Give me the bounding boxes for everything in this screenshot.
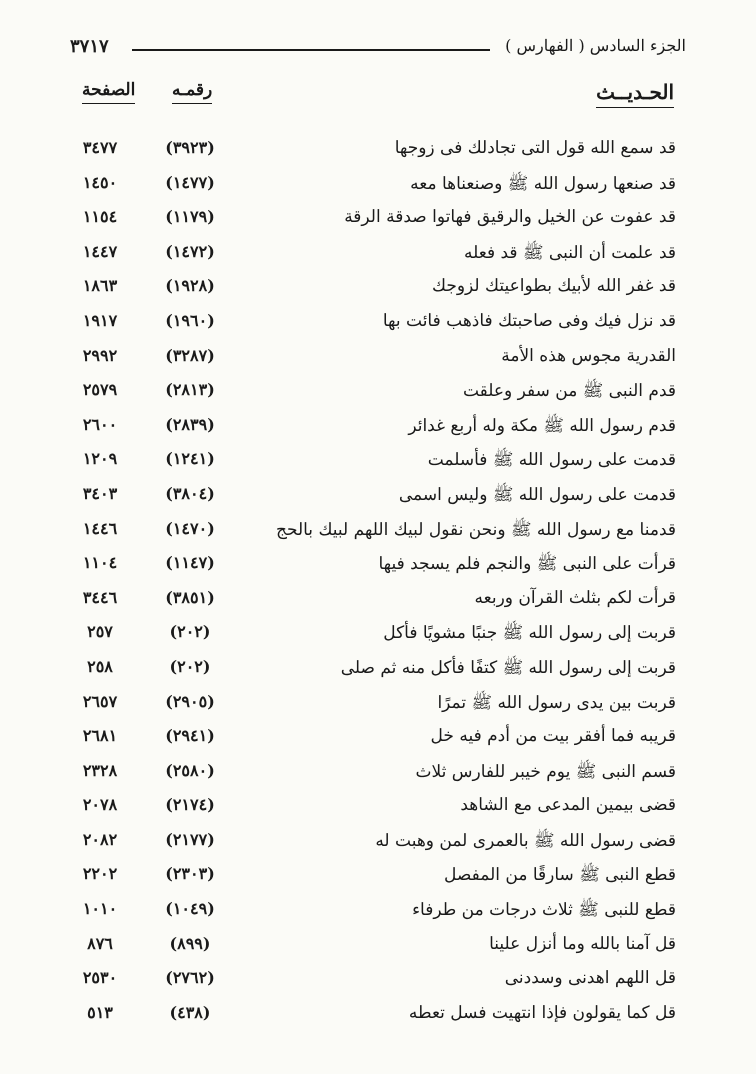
hadith-text: قدم رسول الله ﷺ مكة وله أربع غدائر [408,415,676,436]
page-header [70,36,686,66]
page-reference: ٣٤٠٣ [82,483,118,503]
page-reference: ١١٠٤ [82,553,118,573]
index-entry [70,757,686,792]
header-rule [132,49,490,51]
hadith-number: (٢٩٠٥) [165,691,215,711]
hadith-text: قد علمت أن النبى ﷺ قد فعله [464,242,676,263]
page-reference: ٢٦٠٠ [82,414,118,434]
hadith-number: (٢٥٨٠) [165,760,215,780]
hadith-text: قل كما يقولون فإذا انتهيت فسل تعطه [408,1002,676,1023]
hadith-number: (٨٩٩) [169,933,211,953]
hadith-number: (١٤٧٧) [165,172,215,192]
hadith-text: قل آمنا بالله وما أنزل علينا [489,933,676,954]
column-header-number: رقمـه [172,80,212,104]
index-entry [70,238,686,273]
page-reference: ٢٩٩٢ [82,345,118,365]
page-reference: ٢٦٨١ [82,726,118,746]
page-reference: ١٩١٧ [82,310,118,330]
hadith-number: (٢٧٦٢) [165,968,215,988]
hadith-text: قرأت على النبى ﷺ والنجم فلم يسجد فيها [378,554,676,575]
page-reference: ٢٥٨ [87,656,113,676]
index-entry [70,480,686,515]
index-entry [70,411,686,446]
index-entry [70,791,686,826]
index-entry [70,860,686,895]
page-reference: ٨٧٦ [87,933,113,953]
page-reference: ٢٥٧٩ [82,380,118,400]
index-entry [70,826,686,861]
page-reference: ١٤٤٧ [82,241,118,261]
index-entry [70,618,686,653]
hadith-number: (١٠٤٩) [165,899,215,919]
index-entry [70,169,686,204]
hadith-number: (٣٩٢٣) [165,138,215,157]
hadith-number: (١٤٧٢) [165,241,215,261]
hadith-number: (١٩٦٠) [165,310,215,330]
page-reference: ١٤٥٠ [82,172,118,192]
page-number: ٣٧١٧ [70,36,109,57]
hadith-text: قربت إلى رسول الله ﷺ كتفًا فأكل منه ثم صلى [340,657,676,678]
column-header-page: الصفحة [82,80,135,104]
hadith-number: (١١٤٧) [165,553,215,573]
hadith-text: قدمنا مع رسول الله ﷺ ونحن نقول لبيك اللهم لبيك بالحج [276,519,676,540]
index-entry [70,203,686,238]
index-entry [70,999,686,1034]
index-entry [70,376,686,411]
hadith-text: قدمت على رسول الله ﷺ فأسلمت [427,450,676,471]
index-entry [70,445,686,480]
hadith-number: (٣٨٥١) [165,587,215,607]
hadith-number: (٣٨٠٤) [165,483,215,503]
hadith-text: قضى رسول الله ﷺ بالعمرى لمن وهبت له [375,830,676,851]
index-list [70,134,686,1033]
index-entry [70,584,686,619]
hadith-text: قربت إلى رسول الله ﷺ جنبًا مشويًا فأكل [383,623,676,644]
index-entry [70,549,686,584]
hadith-number: (٢٨١٣) [165,380,215,400]
hadith-number: (٢٠٢) [169,656,211,676]
column-header-hadith: الحـديــث [596,80,674,108]
hadith-number: (٢١٧٤) [165,795,215,815]
index-entry [70,688,686,723]
index-entry [70,515,686,550]
running-title: الجزء السادس ( الفهارس ) [505,36,686,55]
index-entry [70,964,686,999]
hadith-number: (٤٣٨) [169,1002,211,1022]
page-reference: ٢٢٠٢ [82,864,118,884]
page-reference: ١٠١٠ [82,899,118,919]
index-entry [70,930,686,965]
hadith-number: (٣٢٨٧) [165,345,215,365]
page-reference: ١١٥٤ [82,207,118,227]
page-reference: ٢٦٥٧ [82,691,118,711]
page-reference: ٢٠٨٢ [82,829,118,849]
hadith-text: قريبه فما أفقر بيت من أدم فيه خل [430,726,676,747]
page-reference: ٢٥٧ [87,622,113,642]
hadith-text: قد سمع الله قول التى تجادلك فى زوجها [394,138,676,158]
index-entry [70,307,686,342]
hadith-text: قربت بين يدى رسول الله ﷺ تمرًا [437,692,676,713]
hadith-number: (٢١٧٧) [165,829,215,849]
page-reference: ١٤٤٦ [82,518,118,538]
hadith-text: قد عفوت عن الخيل والرقيق فهاتوا صدقة الرقة [344,207,676,228]
hadith-text: قطع النبى ﷺ سارقًا من المفصل [444,865,676,886]
hadith-text: قرأت لكم بثلث القرآن وربعه [474,587,676,608]
hadith-number: (٢٣٠٣) [165,864,215,884]
hadith-text: قدمت على رسول الله ﷺ وليس اسمى [398,484,676,505]
index-entry [70,134,686,169]
page-reference: ٢٥٣٠ [82,968,118,988]
hadith-number: (٢٠٢) [169,622,211,642]
page-reference: ٢٣٢٨ [82,760,118,780]
hadith-number: (١٢٤١) [165,449,215,469]
hadith-text: قل اللهم اهدنى وسددنى [504,968,676,989]
page-reference: ٢٠٧٨ [82,795,118,815]
hadith-text: قد صنعها رسول الله ﷺ وصنعناها معه [410,173,676,194]
page-reference: ٣٤٤٦ [82,587,118,607]
hadith-text: القدرية مجوس هذه الأمة [501,345,676,366]
index-entry [70,653,686,688]
index-entry [70,722,686,757]
hadith-number: (٢٩٤١) [165,726,215,746]
page-reference: ١٨٦٣ [82,276,118,296]
hadith-number: (٢٨٣٩) [165,414,215,434]
hadith-text: قسم النبى ﷺ يوم خيبر للفارس ثلاث [415,761,676,782]
column-headers [70,80,686,110]
page-reference: ٥١٣ [87,1002,113,1022]
hadith-text: قد غفر الله لأبيك بطواعيتك لزوجك [432,276,676,297]
page-reference: ٣٤٧٧ [82,138,118,157]
index-entry [70,342,686,377]
hadith-number: (١٤٧٠) [165,518,215,538]
hadith-number: (١١٧٩) [165,207,215,227]
hadith-text: قطع للنبى ﷺ ثلاث درجات من طرفاء [412,900,676,921]
hadith-text: قد نزل فيك وفى صاحبتك فاذهب فائت بها [382,310,676,331]
index-entry [70,895,686,930]
page-reference: ١٢٠٩ [82,449,118,469]
index-entry [70,272,686,307]
hadith-number: (١٩٢٨) [165,276,215,296]
hadith-text: قدم النبى ﷺ من سفر وعلقت [462,381,676,402]
hadith-text: قضى بيمين المدعى مع الشاهد [460,795,676,816]
